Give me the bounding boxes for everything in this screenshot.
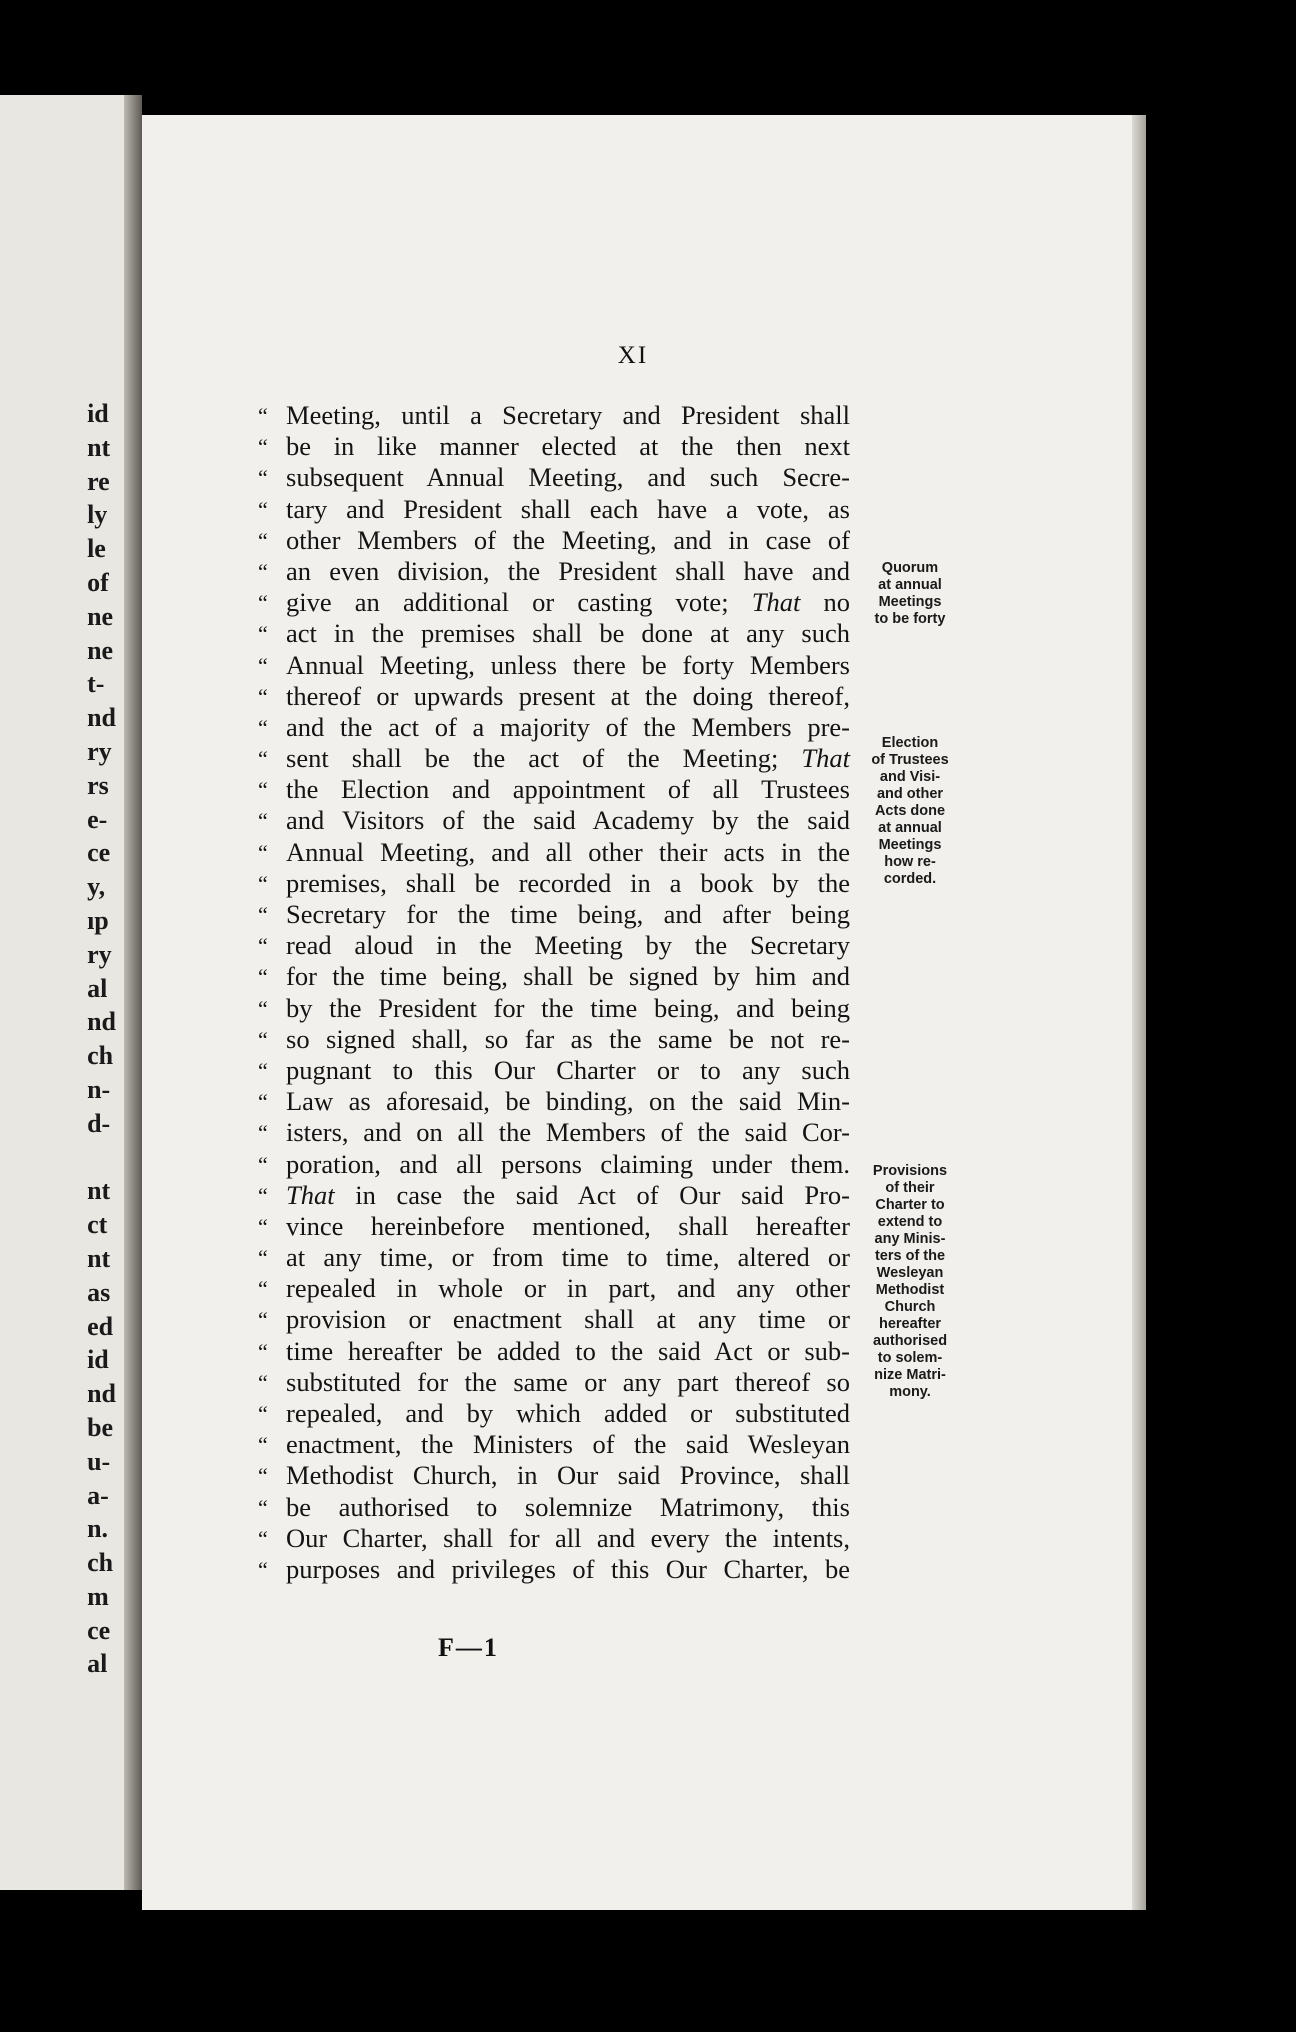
previous-page-fragment: id xyxy=(87,399,109,428)
marginal-note-line: Provisions xyxy=(872,1163,948,1179)
line-body: sent shall be the act of the Meeting; xyxy=(286,743,779,774)
text-line xyxy=(258,462,850,493)
quote-mark: “ xyxy=(258,1276,268,1302)
marginal-note-quorum xyxy=(856,560,964,628)
quote-mark: “ xyxy=(258,714,268,740)
text-line xyxy=(258,1304,850,1335)
previous-page-fragment: ct xyxy=(87,1210,108,1240)
marginal-note-line: any Minis- xyxy=(874,1231,946,1247)
marginal-note-line: how re- xyxy=(884,854,936,870)
previous-page-fragment: ly xyxy=(87,500,108,530)
line-text xyxy=(286,462,850,493)
quote-mark: “ xyxy=(258,527,268,553)
text-line xyxy=(258,618,850,649)
previous-page-fragment: nd xyxy=(87,1007,116,1037)
quote-mark: “ xyxy=(258,1432,268,1458)
line-body: other Members of the Meeting, and in case of xyxy=(286,524,850,555)
previous-page xyxy=(0,95,142,1890)
previous-page-fragment: nt xyxy=(87,1176,111,1206)
text-line xyxy=(258,681,850,712)
marginal-note-line: Methodist xyxy=(875,1282,945,1298)
line-text xyxy=(286,1367,850,1398)
previous-page-fragment: of xyxy=(87,567,109,597)
marginal-note-line: of Trustees xyxy=(871,752,949,768)
text-line xyxy=(258,525,850,556)
marginal-note-line: Acts done xyxy=(874,803,946,819)
previous-page-fragment: ry xyxy=(87,736,112,766)
text-line xyxy=(258,805,850,836)
line-body: enactment, the Ministers of the said Wesleyan xyxy=(286,1429,850,1460)
line-body: an even division, the President shall have and xyxy=(286,555,850,586)
marginal-note-line: ters of the xyxy=(874,1248,946,1264)
line-text xyxy=(286,993,850,1024)
line-body: substituted for the same or any part thereof so xyxy=(286,1366,850,1397)
line-text xyxy=(286,1460,850,1491)
text-line xyxy=(258,1429,850,1460)
marginal-note-line: at annual xyxy=(878,820,942,836)
line-text xyxy=(286,1398,850,1429)
line-body: so signed shall, so far as the same be not re- xyxy=(286,1023,850,1054)
previous-page-fragment: ce xyxy=(87,838,111,868)
text-line xyxy=(258,868,850,899)
previous-page-fragment: ne xyxy=(87,635,114,665)
line-body: and the act of a majority of the Members pre- xyxy=(286,711,850,742)
marginal-note-provisions xyxy=(856,1163,964,1401)
previous-page-fragment: nt xyxy=(87,432,111,462)
text-line xyxy=(258,1398,850,1429)
line-body: premises, shall be recorded in a book by the xyxy=(286,867,850,898)
previous-page-fragment: nd xyxy=(87,1379,116,1409)
line-body: tary and President shall each have a vote, as xyxy=(286,493,850,524)
text-line xyxy=(258,1242,850,1273)
line-text xyxy=(286,1492,850,1523)
line-text xyxy=(286,712,850,743)
marginal-note-line: authorised xyxy=(872,1333,948,1349)
line-text xyxy=(286,1304,850,1335)
text-line xyxy=(258,1336,850,1367)
line-text xyxy=(286,556,850,587)
text-line xyxy=(258,1055,850,1086)
line-text xyxy=(286,743,850,774)
text-line xyxy=(258,743,850,774)
line-text xyxy=(286,587,850,618)
previous-page-fragment: nt xyxy=(87,1243,111,1273)
line-text xyxy=(286,494,850,525)
marginal-note-line: and other xyxy=(876,786,944,802)
line-body: act in the premises shall be done at any such xyxy=(286,618,850,649)
line-body: by the President for the time being, and being xyxy=(286,992,850,1023)
quote-mark: “ xyxy=(258,1213,268,1239)
text-line xyxy=(258,899,850,930)
line-text xyxy=(286,774,850,805)
line-text xyxy=(286,961,850,992)
marginal-note-line: at annual xyxy=(878,577,942,593)
quote-mark: “ xyxy=(258,1182,268,1208)
signature-mark: F—1 xyxy=(438,1633,499,1662)
marginal-note-line: and Visi- xyxy=(879,769,941,785)
quote-mark: “ xyxy=(258,1245,268,1271)
previous-page-fragment: d- xyxy=(87,1108,111,1138)
text-line xyxy=(258,1554,850,1585)
marginal-note-line: Church xyxy=(884,1299,936,1315)
quote-mark: “ xyxy=(258,1307,268,1333)
previous-page-fragment: n. xyxy=(87,1514,109,1544)
previous-page-fragment: n- xyxy=(87,1074,111,1104)
quote-mark: “ xyxy=(258,1057,268,1083)
previous-page-fragment: as xyxy=(87,1277,111,1307)
line-body: isters, and on all the Members of the said Cor- xyxy=(286,1117,850,1148)
line-body: thereof or upwards present at the doing thereof, xyxy=(286,680,850,711)
marginal-note-line: extend to xyxy=(877,1214,943,1230)
line-body: provision or enactment shall at any time or xyxy=(286,1304,850,1335)
previous-page-fragment: ry xyxy=(87,939,112,969)
line-body: poration, and all persons claiming under them. xyxy=(286,1148,850,1179)
line-body: time hereafter be added to the said Act or sub- xyxy=(286,1335,850,1366)
line-text xyxy=(286,1149,850,1180)
line-text xyxy=(286,431,850,462)
previous-page-fragment: be xyxy=(87,1412,114,1442)
quote-mark: “ xyxy=(258,1120,268,1146)
line-text xyxy=(286,930,850,961)
line-body: for the time being, shall be signed by him and xyxy=(286,961,850,992)
text-line xyxy=(258,1273,850,1304)
previous-page-fragment: al xyxy=(87,973,108,1003)
quote-mark: “ xyxy=(258,590,268,616)
line-body: Our Charter, shall for all and every the intents, xyxy=(286,1522,850,1553)
previous-page-fragment: ce xyxy=(87,1615,111,1645)
line-text xyxy=(286,1211,850,1242)
previous-page-fragment: al xyxy=(87,1649,108,1679)
line-tail: no xyxy=(823,587,851,618)
text-line xyxy=(258,431,850,462)
quote-mark: “ xyxy=(258,1369,268,1395)
line-body: Law as aforesaid, be binding, on the said Min- xyxy=(286,1086,850,1117)
line-body: in case the said Act of Our said Pro- xyxy=(355,1179,851,1210)
quote-mark: “ xyxy=(258,465,268,491)
previous-page-fragments xyxy=(87,397,116,1681)
quote-mark: “ xyxy=(258,652,268,678)
line-body: subsequent Annual Meeting, and such Secre- xyxy=(286,462,850,493)
italic-word: That xyxy=(286,1179,335,1210)
line-text xyxy=(286,1242,850,1273)
previous-page-fragment: ne xyxy=(87,601,114,631)
previous-page-fragment: t- xyxy=(87,669,105,699)
marginal-note-line: corded. xyxy=(883,871,937,887)
previous-page-fragment: m xyxy=(87,1581,109,1611)
line-body: and Visitors of the said Academy by the said xyxy=(286,805,850,836)
quote-mark: “ xyxy=(258,1026,268,1052)
previous-page-fragment: ch xyxy=(87,1041,114,1071)
marginal-note-line: hereafter xyxy=(878,1316,942,1332)
marginal-note-line: to be forty xyxy=(874,611,946,627)
quote-mark: “ xyxy=(258,870,268,896)
text-line xyxy=(258,993,850,1024)
line-body: vince hereinbefore mentioned, shall hereafter xyxy=(286,1210,850,1241)
marginal-note-line: mony. xyxy=(889,1384,931,1400)
marginal-note-line: Quorum xyxy=(881,560,939,576)
line-text xyxy=(286,1554,850,1585)
line-text xyxy=(286,1180,850,1211)
previous-page-fragment: e- xyxy=(87,804,108,834)
quote-mark: “ xyxy=(258,1089,268,1115)
text-line xyxy=(258,1523,850,1554)
line-body: purposes and privileges of this Our Charter, be xyxy=(286,1553,850,1584)
previous-page-fragment: nd xyxy=(87,703,116,733)
text-line xyxy=(258,1180,850,1211)
quote-mark: “ xyxy=(258,683,268,709)
text-line xyxy=(258,494,850,525)
line-body: be authorised to solemnize Matrimony, this xyxy=(286,1491,850,1522)
marginal-note-election xyxy=(856,735,964,888)
marginal-note-line: Election xyxy=(881,735,939,751)
text-line xyxy=(258,1149,850,1180)
quote-mark: “ xyxy=(258,964,268,990)
previous-page-fragment xyxy=(87,1141,116,1175)
marginal-note-line: nize Matri- xyxy=(874,1367,946,1383)
line-text xyxy=(286,681,850,712)
text-line xyxy=(258,400,850,431)
page-number: XI xyxy=(617,342,649,369)
page-edge xyxy=(1132,115,1146,1910)
text-line xyxy=(258,1367,850,1398)
line-body: be in like manner elected at the then next xyxy=(286,431,850,462)
quote-mark: “ xyxy=(258,933,268,959)
text-line xyxy=(258,1086,850,1117)
text-line xyxy=(258,1117,850,1148)
quote-mark: “ xyxy=(258,1151,268,1177)
line-text xyxy=(286,1336,850,1367)
line-text xyxy=(286,1117,850,1148)
text-line xyxy=(258,712,850,743)
line-body: give an additional or casting vote; xyxy=(286,587,729,618)
italic-word: That xyxy=(801,743,850,774)
quote-mark: “ xyxy=(258,1525,268,1551)
line-text xyxy=(286,868,850,899)
previous-page-fragment: id xyxy=(87,1345,109,1375)
quote-mark: “ xyxy=(258,902,268,927)
quote-mark: “ xyxy=(258,434,268,460)
quote-mark: “ xyxy=(258,746,268,772)
text-line xyxy=(258,1460,850,1491)
quote-mark: “ xyxy=(258,839,268,865)
line-body: pugnant to this Our Charter or to any such xyxy=(286,1054,850,1085)
line-text xyxy=(286,899,850,930)
previous-page-fragment: y, xyxy=(87,872,106,902)
line-text xyxy=(286,650,850,681)
text-line xyxy=(258,650,850,681)
line-text xyxy=(286,1055,850,1086)
line-text xyxy=(286,1429,850,1460)
text-line xyxy=(258,774,850,805)
line-body: Annual Meeting, unless there be forty Members xyxy=(286,649,850,680)
marginal-note-line: Charter to xyxy=(875,1197,945,1213)
text-line xyxy=(258,930,850,961)
marginal-note-line: of their xyxy=(885,1180,935,1196)
text-line xyxy=(258,587,850,618)
line-text xyxy=(286,618,850,649)
previous-page-fragment: u- xyxy=(87,1446,111,1476)
line-text xyxy=(286,1273,850,1304)
quote-mark: “ xyxy=(258,995,268,1021)
line-body: repealed in whole or in part, and any other xyxy=(286,1273,850,1304)
quote-mark: “ xyxy=(258,496,268,522)
line-body: the Election and appointment of all Trustees xyxy=(286,774,850,805)
line-text xyxy=(286,1523,850,1554)
previous-page-fragment: rs xyxy=(87,770,109,800)
line-text xyxy=(286,400,850,431)
quote-mark: “ xyxy=(258,777,268,803)
quote-mark: “ xyxy=(258,558,268,584)
line-body: read aloud in the Meeting by the Secretary xyxy=(286,930,850,961)
quote-mark: “ xyxy=(258,1463,268,1489)
line-body: repealed, and by which added or substituted xyxy=(286,1398,850,1428)
previous-page-fragment: ed xyxy=(87,1311,114,1341)
text-line xyxy=(258,1492,850,1523)
line-text xyxy=(286,525,850,556)
previous-page-fragment: re xyxy=(87,466,110,496)
italic-word: That xyxy=(751,587,801,618)
text-line xyxy=(258,961,850,992)
line-body: Meeting, until a Secretary and President shall xyxy=(286,400,850,430)
text-line xyxy=(258,837,850,868)
line-text xyxy=(286,805,850,836)
line-body: Annual Meeting, and all other their acts in the xyxy=(286,836,850,867)
line-text xyxy=(286,837,850,868)
text-line xyxy=(258,1024,850,1055)
marginal-note-line: Wesleyan xyxy=(876,1265,944,1281)
marginal-note-line: to solem- xyxy=(877,1350,943,1366)
quote-mark: “ xyxy=(258,808,268,834)
quote-mark: “ xyxy=(258,1494,268,1520)
quote-mark: “ xyxy=(258,1401,268,1426)
line-body: Secretary for the time being, and after being xyxy=(286,899,850,929)
text-line xyxy=(258,556,850,587)
body-text xyxy=(258,400,850,1585)
previous-page-fragment: ch xyxy=(87,1548,114,1578)
previous-page-fragment: le xyxy=(87,534,106,564)
quote-mark: “ xyxy=(258,1556,268,1582)
quote-mark: “ xyxy=(258,1338,268,1364)
line-body: Methodist Church, in Our said Province, shall xyxy=(286,1460,850,1491)
quote-mark: “ xyxy=(258,403,268,428)
line-text xyxy=(286,1024,850,1055)
previous-page-fragment: ıp xyxy=(87,905,109,935)
marginal-note-line: Meetings xyxy=(878,594,942,610)
marginal-note-line: Meetings xyxy=(878,837,942,853)
text-line xyxy=(258,1211,850,1242)
page-gutter xyxy=(124,95,142,1890)
previous-page-fragment: a- xyxy=(87,1480,109,1510)
line-body: at any time, or from time to time, altered or xyxy=(286,1242,850,1273)
quote-mark: “ xyxy=(258,621,268,647)
line-text xyxy=(286,1086,850,1117)
